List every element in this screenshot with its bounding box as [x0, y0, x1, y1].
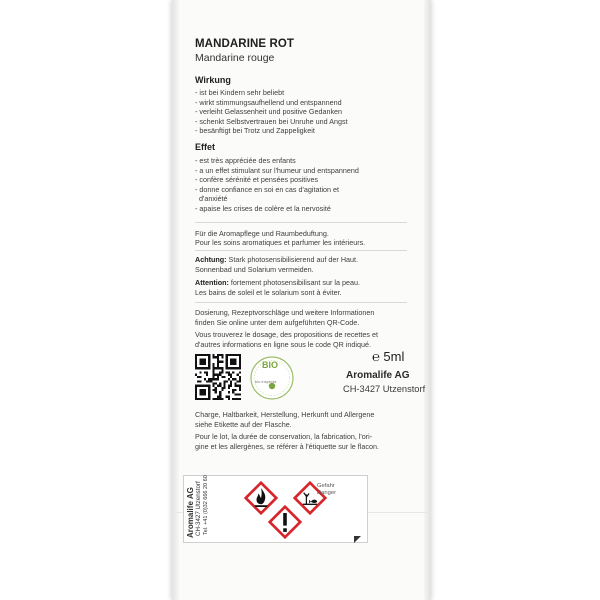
company-address: CH-3427 Utzenstorf	[343, 384, 426, 394]
product-title: MANDARINE ROT	[195, 38, 295, 50]
list-item: d'anxiété	[195, 194, 228, 204]
attention-text-2: Les bains de soleil et le solarium sont à éviter.	[195, 288, 342, 297]
wirkung-heading: Wirkung	[195, 75, 231, 85]
info-de-line-1: Dosierung, Rezeptvorschläge und weitere Informationen	[195, 308, 375, 317]
effet-heading: Effet	[195, 142, 215, 152]
sticker-phone: Tel. +41 (0)32 666 20 60	[203, 475, 209, 535]
hazard-sticker	[183, 475, 368, 543]
list-item: - donne confiance en soi en cas d'agitation et	[195, 184, 340, 194]
list-item: - est très appréciée des enfants	[195, 156, 296, 165]
signal-word-de: Gefahr	[317, 483, 335, 489]
list-item: - besänftigt bei Trotz und Zappeligkeit	[195, 126, 315, 136]
achtung-text: Stark photosensibilisierend auf der Haut.	[226, 255, 358, 264]
attention-label: Attention:	[195, 278, 229, 287]
list-item: - apaise les crises de colère et la nervosité	[195, 203, 331, 213]
divider	[195, 250, 407, 251]
batch-fr-line-1: Pour le lot, la durée de conservation, la fabrication, l'ori-	[195, 432, 373, 441]
wirkung-list	[195, 88, 348, 136]
info-de-line-2: finden Sie online unter dem aufgeführten QR-Code.	[195, 318, 360, 327]
achtung-label: Achtung:	[195, 255, 227, 264]
attention-text: fortement photosensibilisant sur la peau.	[228, 278, 360, 287]
signal-word-en: Danger	[317, 490, 337, 496]
sticker-address: CH-3427 Utzenstorf	[195, 481, 202, 536]
bio-badge-small-text: bio inspecta	[255, 379, 277, 384]
corner-arrow-icon	[353, 535, 363, 545]
batch-de-line-1: Charge, Haltbarkeit, Herstellung, Herkunft und Allergene	[195, 410, 375, 419]
list-item: - verleiht Gelassenheit und positive Gedanken	[195, 107, 343, 117]
product-subtitle: Mandarine rouge	[195, 52, 275, 64]
company-name: Aromalife AG	[346, 370, 410, 381]
usage-de: Für die Aromapflege und Raumbeduftung.	[195, 229, 329, 238]
bio-badge-label: BIO	[262, 360, 279, 370]
list-item: - schenkt Selbstvertrauen bei Unruhe und Angst	[195, 116, 348, 126]
batch-fr-line-2: gine et les allergènes, se référer à l'étiquette sur le flacon.	[195, 442, 379, 451]
list-item: - confère sérénité et pensées positives	[195, 175, 319, 185]
volume-label: ℮ 5ml	[372, 349, 405, 364]
box-right-edge	[424, 0, 431, 600]
qr-code[interactable]	[195, 354, 241, 400]
info-fr-line-1: Vous trouverez le dosage, des propositions de recettes et	[195, 330, 378, 339]
sticker-company: Aromalife AG	[186, 487, 195, 538]
box-left-edge	[172, 0, 179, 600]
achtung-text-2: Sonnenbad und Solarium vermeiden.	[195, 265, 314, 274]
batch-de-line-2: siehe Etikette auf der Flasche.	[195, 420, 292, 429]
attention-warning	[195, 278, 360, 287]
list-item: - ist bei Kindern sehr beliebt	[195, 88, 285, 97]
divider	[195, 222, 407, 223]
usage-fr: Pour les soins aromatiques et parfumer les intérieurs.	[195, 238, 366, 247]
list-item: - wirkt stimmungsaufhellend und entspannend	[195, 97, 342, 107]
achtung-warning	[195, 255, 358, 264]
effet-list	[195, 156, 359, 214]
divider	[195, 302, 407, 303]
info-fr-line-2: d'autres informations en ligne sous le code QR indiqué.	[195, 340, 371, 349]
list-item: - a un effet stimulant sur l'humeur und entspannend	[195, 165, 359, 175]
